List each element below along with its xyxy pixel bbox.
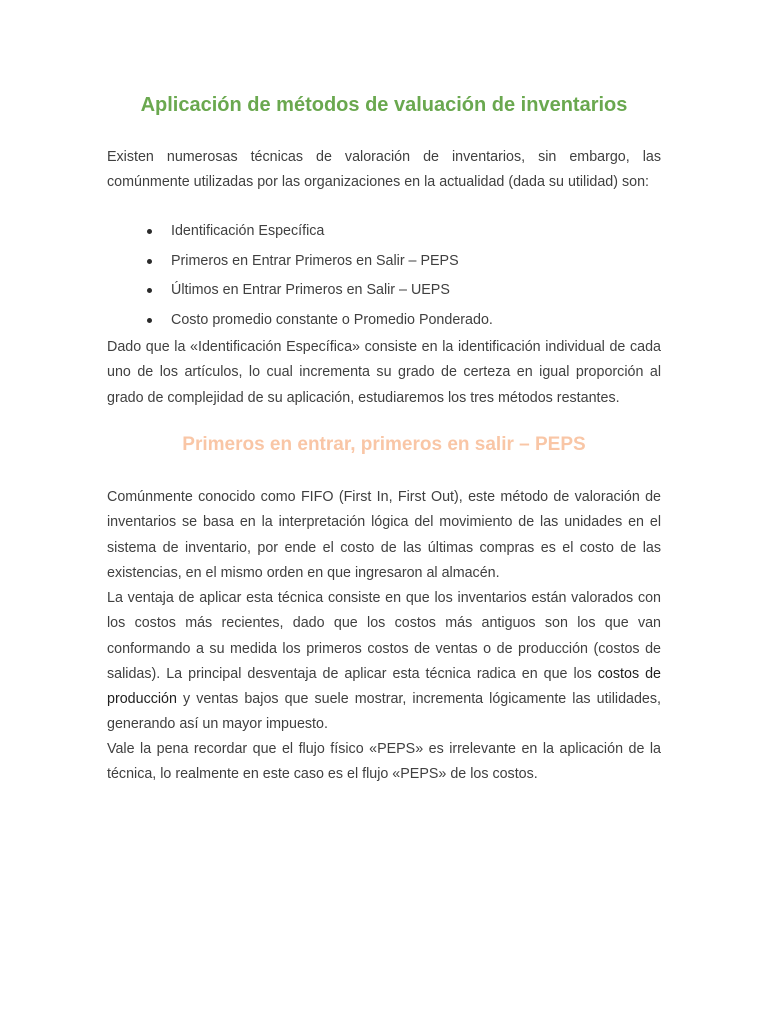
peps-paragraph-2-start: La ventaja de aplicar esta técnica consiste en que los inventarios están valorados con los costos más recientes, dado que los costos más antiguos son los que van conformando a su medida los primeros costos de ventas o de producción (costos de salidas). La principal desventaja de aplicar esta técnica radica en que los (107, 590, 661, 682)
intro-paragraph: Existen numerosas técnicas de valoración de inventarios, sin embargo, las comúnmente utilizadas por las organizaciones en la actualidad (dada su utilidad) son: (107, 149, 661, 191)
bullet-icon (147, 288, 152, 293)
production-costs-link[interactable]: costos de producción (107, 665, 661, 708)
list-item (107, 217, 661, 247)
section-title: Primeros en entrar, primeros en salir – PEPS (182, 434, 586, 455)
peps-paragraph-1: Comúnmente conocido como FIFO (First In, First Out), este método de valoración de inventarios se basa en la interpretación lógica del movimiento de las unidades en el sistema de inventario, por ende el costo de las últimas compras es el costo de las existencias, en el mismo orden en que ingresaron al almacén. (107, 489, 661, 581)
list-item-text: Costo promedio constante o Promedio Ponderado. (171, 311, 493, 328)
list-item (107, 306, 661, 336)
methods-list (107, 217, 661, 335)
bullet-icon (147, 259, 152, 264)
peps-paragraph-2-end: y ventas bajos que suele mostrar, incrementa lógicamente las utilidades, generando así un mayor impuesto. (107, 691, 661, 733)
bullet-icon (147, 229, 152, 234)
list-item (107, 276, 661, 306)
peps-paragraph-2 (107, 586, 661, 738)
peps-paragraph-3: Vale la pena recordar que el flujo físico «PEPS» es irrelevante en la aplicación de la técnica, lo realmente en este caso es el flujo «PEPS» de los costos. (107, 741, 661, 783)
specific-identification-paragraph: Dado que la «Identificación Específica» consiste en la identificación individual de cada uno de los artículos, lo cual incrementa su grado de certeza en igual proporción al grado de complejidad de su aplicación, estudiaremos los tres métodos restantes. (107, 339, 661, 406)
list-item-text: Primeros en Entrar Primeros en Salir – PEPS (171, 252, 459, 269)
list-item-text: Identificación Específica (171, 223, 325, 239)
list-item-text: Últimos en Entrar Primeros en Salir – UEPS (171, 282, 450, 298)
bullet-icon (147, 318, 152, 323)
page-title: Aplicación de métodos de valuación de inventarios (140, 94, 628, 116)
list-item (107, 247, 661, 277)
